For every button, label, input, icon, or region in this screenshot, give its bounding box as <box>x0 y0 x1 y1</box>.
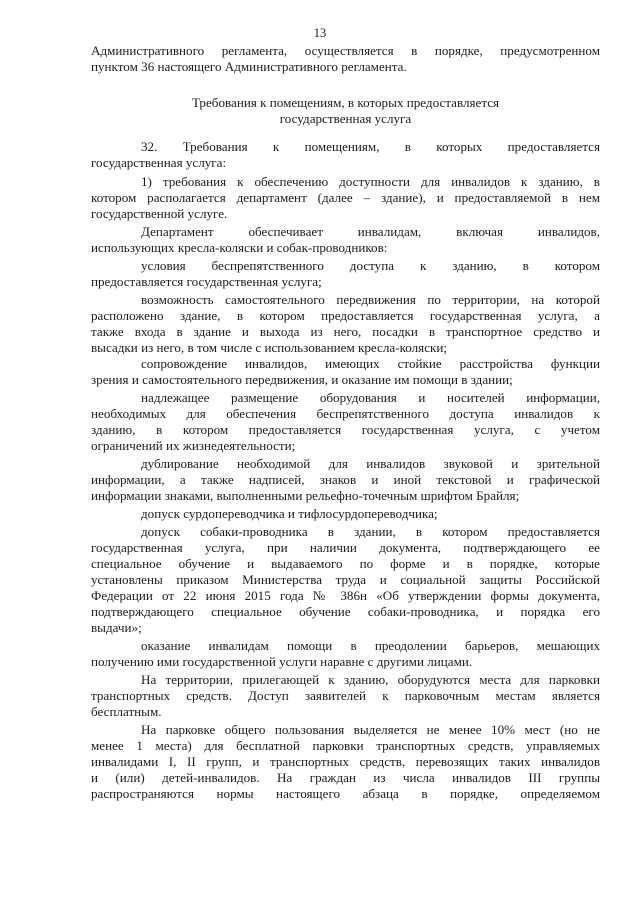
paragraph-line: 32. Требования к помещениям, в которых предоставляется <box>141 139 600 154</box>
paragraph-line: необходимых для обеспечения беспрепятственного доступа инвалидов к <box>91 406 600 421</box>
paragraph-line: государственная услуга, при наличии документа, подтверждающего ее <box>91 540 600 555</box>
paragraph-line: оказание инвалидам помощи в преодолении барьеров, мешающих <box>141 638 600 653</box>
paragraph-line: распространяются нормы настоящего абзаца в порядке, определяемом <box>91 786 600 801</box>
paragraph-line: бесплатным. <box>91 704 162 719</box>
paragraph-line: получению ими государственной услуги наравне с другими лицами. <box>91 654 473 669</box>
paragraph-line: Административного регламента, осуществляется в порядке, предусмотренном <box>91 43 600 58</box>
paragraph-line: Федерации от 22 июня 2015 года № 386н «Об утверждении формы документа, <box>91 588 600 603</box>
paragraph-line: надлежащее размещение оборудования и носителей информации, <box>141 390 600 405</box>
paragraph-line: предоставляется государственная услуга; <box>91 274 322 289</box>
paragraph-line: менее 1 места) для бесплатной парковки транспортных средств, управляемых <box>91 738 600 753</box>
paragraph-line: подтверждающего специальное обучение собаки-проводника, и порядка его <box>91 604 600 619</box>
paragraph-line: расположено здание, в котором предоставляется государственная услуга, а <box>91 308 600 323</box>
paragraph-line: высадки из него, в том числе с использованием кресла-коляски; <box>91 340 448 355</box>
paragraph-line: 1) требования к обеспечению доступности для инвалидов к зданию, в <box>141 174 600 189</box>
paragraph-line: зданию, в котором предоставляется государственная услуга, с учетом <box>91 422 600 437</box>
paragraph-line: На парковке общего пользования выделяется не менее 10% мест (но не <box>141 722 600 737</box>
paragraph-line: дублирование необходимой для инвалидов звуковой и зрительной <box>141 456 600 471</box>
paragraph-line: использующих кресла-коляски и собак-проводников: <box>91 240 388 255</box>
paragraph-line: возможность самостоятельного передвижения по территории, на которой <box>141 292 600 307</box>
paragraph-line: сопровождение инвалидов, имеющих стойкие расстройства функции <box>141 356 600 371</box>
paragraph-line: установлены приказом Министерства труда и социальной защиты Российской <box>91 572 600 587</box>
section-heading-line: Требования к помещениям, в которых предоставляется <box>191 95 500 110</box>
section-heading-line: государственная услуга <box>279 111 412 126</box>
paragraph-line: условия беспрепятственного доступа к зданию, в котором <box>141 258 600 273</box>
paragraph-line: государственная услуга: <box>91 155 227 170</box>
paragraph-line: инвалидами I, II групп, и транспортных средств, перевозящих таких инвалидов <box>91 754 600 769</box>
paragraph-line: и (или) детей-инвалидов. На граждан из числа инвалидов III группы <box>91 770 600 785</box>
paragraph-line: транспортных средств. Доступ заявителей к парковочным местам является <box>91 688 600 703</box>
paragraph-line: допуск сурдопереводчика и тифлосурдопереводчика; <box>141 506 438 521</box>
paragraph-line: выдачи»; <box>91 620 142 635</box>
paragraph-line: информации знаками, выполненными рельефно-точечным шрифтом Брайля; <box>91 488 520 503</box>
paragraph-line: На территории, прилегающей к зданию, оборудуются места для парковки <box>141 672 600 687</box>
paragraph-line: Департамент обеспечивает инвалидам, включая инвалидов, <box>141 224 600 239</box>
paragraph-line: зрения и самостоятельного передвижения, и оказание им помощи в здании; <box>91 372 513 387</box>
paragraph-line: котором располагается департамент (далее – здание), и предоставляемой в нем <box>91 190 600 205</box>
paragraph-line: также входа в здание и выхода из него, посадки в транспортное средство и <box>91 324 600 339</box>
page-number: 13 <box>313 26 327 40</box>
paragraph-line: пунктом 36 настоящего Административного регламента. <box>91 59 407 74</box>
paragraph-line: государственной услуге. <box>91 206 228 221</box>
paragraph-line: специальное обучение и выдаваемого по форме и в порядке, которые <box>91 556 600 571</box>
paragraph-line: ограничений их жизнедеятельности; <box>91 438 296 453</box>
paragraph-line: информации, а также надписей, знаков и иной текстовой и графической <box>91 472 600 487</box>
paragraph-line: допуск собаки-проводника в здании, в котором предоставляется <box>141 524 600 539</box>
